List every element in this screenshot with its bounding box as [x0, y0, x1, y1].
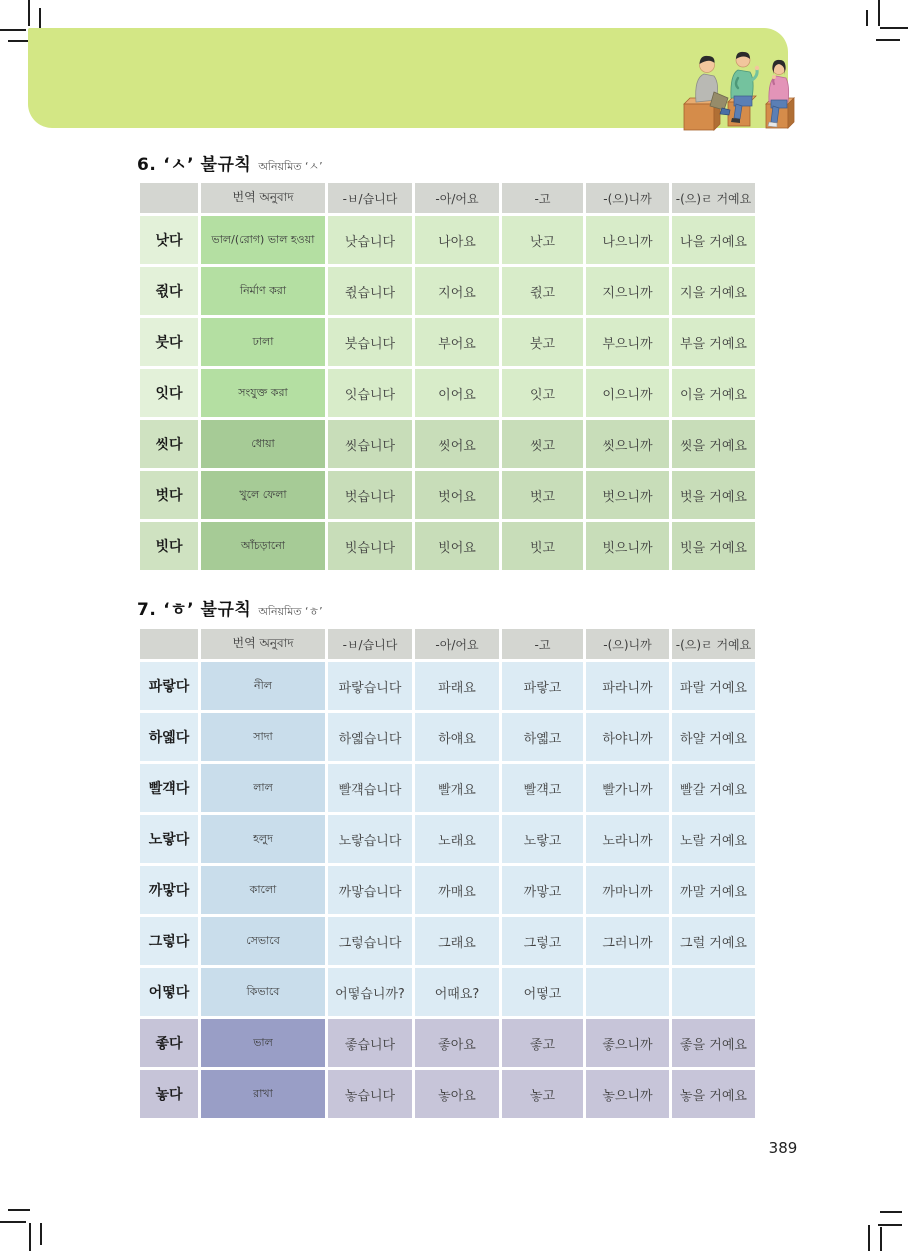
form-eulgeoyeyo-cell: 빨갈 거예요: [672, 764, 755, 812]
section6-number: 6.: [137, 155, 157, 175]
conjugation-row: [140, 815, 755, 863]
verb-cell: 파랗다: [140, 662, 198, 710]
form-ayeoyo-cell: 씻어요: [415, 420, 499, 468]
form-sumnida-cell: 붓습니다: [328, 318, 412, 366]
form-ayeoyo-cell: 좋아요: [415, 1019, 499, 1067]
crop-mark: [868, 1225, 870, 1251]
form-ayeoyo-cell: 놓아요: [415, 1070, 499, 1118]
conjugation-row: [140, 522, 755, 570]
form-sumnida-cell: 씻습니다: [328, 420, 412, 468]
verb-cell: 빨걕다: [140, 764, 198, 812]
conjugation-row: [140, 1019, 755, 1067]
section7-number: 7.: [137, 600, 157, 620]
verb-cell: 붓다: [140, 318, 198, 366]
form-eunikka-cell: 까마니까: [586, 866, 669, 914]
form-ayeoyo-cell: 지어요: [415, 267, 499, 315]
translation-cell: সেভাবে: [201, 917, 325, 965]
form-sumnida-cell: 파랗습니다: [328, 662, 412, 710]
page-number: 389: [768, 1139, 798, 1157]
verb-cell: 좋다: [140, 1019, 198, 1067]
translation-cell: কালো: [201, 866, 325, 914]
crop-mark: [878, 1224, 902, 1226]
section7-title-korean: ‘ㅎ’ 불규칙: [163, 600, 252, 620]
form-eulgeoyeyo-cell: 부을 거예요: [672, 318, 755, 366]
translation-cell: হলুদ: [201, 815, 325, 863]
conjugation-row: [140, 267, 755, 315]
verb-cell: 하옓다: [140, 713, 198, 761]
verb-cell: 빗다: [140, 522, 198, 570]
translation-cell: রাখা: [201, 1070, 325, 1118]
crop-mark: [880, 27, 908, 29]
form-sumnida-cell: 노랗습니다: [328, 815, 412, 863]
header-ayeoyo: -아/어요: [415, 183, 499, 213]
crop-mark: [40, 1223, 42, 1245]
crop-mark: [880, 1227, 882, 1251]
header-sumnida: -ㅂ/습니다: [328, 629, 412, 659]
translation-cell: ভাল/(রোগ) ভাল হওয়া: [201, 216, 325, 264]
form-eulgeoyeyo-cell: 지을 거예요: [672, 267, 755, 315]
form-eunikka-cell: 좋으니까: [586, 1019, 669, 1067]
form-go-cell: 빗고: [502, 522, 583, 570]
verb-cell: 노랗다: [140, 815, 198, 863]
form-go-cell: 까맣고: [502, 866, 583, 914]
header-empty-cell: [140, 629, 198, 659]
form-go-cell: 노랗고: [502, 815, 583, 863]
header-eulgeoyeyo: -(으)ㄹ 거예요: [672, 629, 755, 659]
h-irregular-table: [137, 626, 758, 1121]
conjugation-row: [140, 713, 755, 761]
form-ayeoyo-cell: 벗어요: [415, 471, 499, 519]
translation-cell: ধোয়া: [201, 420, 325, 468]
verb-cell: 그렇다: [140, 917, 198, 965]
form-go-cell: 그렇고: [502, 917, 583, 965]
form-go-cell: 잇고: [502, 369, 583, 417]
form-go-cell: 빨걕고: [502, 764, 583, 812]
table7-header-row: [140, 629, 755, 659]
form-sumnida-cell: 좋습니다: [328, 1019, 412, 1067]
translation-cell: কিভাবে: [201, 968, 325, 1016]
form-sumnida-cell: 까맣습니다: [328, 866, 412, 914]
conjugation-row: [140, 1070, 755, 1118]
form-sumnida-cell: 벗습니다: [328, 471, 412, 519]
form-sumnida-cell: 하옓습니다: [328, 713, 412, 761]
crop-mark: [0, 1221, 26, 1223]
form-sumnida-cell: 어떻습니까?: [328, 968, 412, 1016]
form-sumnida-cell: 쥓습니다: [328, 267, 412, 315]
form-go-cell: 하옓고: [502, 713, 583, 761]
form-eulgeoyeyo-cell: 파랄 거예요: [672, 662, 755, 710]
crop-mark: [39, 8, 41, 28]
translation-cell: নীল: [201, 662, 325, 710]
translation-cell: সাদা: [201, 713, 325, 761]
crop-mark: [29, 1223, 31, 1251]
form-eulgeoyeyo-cell: 하얄 거예요: [672, 713, 755, 761]
form-sumnida-cell: 빨걕습니다: [328, 764, 412, 812]
s-irregular-table: [137, 180, 758, 573]
table6-header-row: [140, 183, 755, 213]
translation-cell: খুলে ফেলা: [201, 471, 325, 519]
header-translation: 번역 অনুবাদ: [201, 629, 325, 659]
form-ayeoyo-cell: 노래요: [415, 815, 499, 863]
conjugation-row: [140, 420, 755, 468]
verb-cell: 까맣다: [140, 866, 198, 914]
crop-mark: [876, 39, 900, 41]
translation-cell: ভাল: [201, 1019, 325, 1067]
form-eulgeoyeyo-cell: 벗을 거예요: [672, 471, 755, 519]
form-eulgeoyeyo-cell: 나을 거예요: [672, 216, 755, 264]
form-eunikka-cell: 씻으니까: [586, 420, 669, 468]
crop-mark: [0, 29, 26, 31]
form-eulgeoyeyo-cell: 좋을 거예요: [672, 1019, 755, 1067]
form-eunikka-cell: 이으니까: [586, 369, 669, 417]
conjugation-row: [140, 318, 755, 366]
crop-mark: [878, 0, 880, 26]
form-eunikka-cell: 놓으니까: [586, 1070, 669, 1118]
form-go-cell: 놓고: [502, 1070, 583, 1118]
form-eunikka-cell: 빨가니까: [586, 764, 669, 812]
conjugation-row: [140, 917, 755, 965]
conjugation-row: [140, 764, 755, 812]
form-eulgeoyeyo-cell: 노랄 거예요: [672, 815, 755, 863]
form-eunikka-cell: 하야니까: [586, 713, 669, 761]
form-ayeoyo-cell: 부어요: [415, 318, 499, 366]
form-eulgeoyeyo-cell: 까말 거예요: [672, 866, 755, 914]
section6-title: [137, 150, 323, 177]
form-go-cell: 쥓고: [502, 267, 583, 315]
form-go-cell: 벗고: [502, 471, 583, 519]
form-eunikka-cell: 나으니까: [586, 216, 669, 264]
form-go-cell: 좋고: [502, 1019, 583, 1067]
translation-cell: আঁচড়ানো: [201, 522, 325, 570]
header-empty-cell: [140, 183, 198, 213]
verb-cell: 벗다: [140, 471, 198, 519]
form-go-cell: 씻고: [502, 420, 583, 468]
conjugation-row: [140, 369, 755, 417]
form-go-cell: 낫고: [502, 216, 583, 264]
verb-cell: 어떻다: [140, 968, 198, 1016]
translation-cell: সংযুক্ত করা: [201, 369, 325, 417]
crop-mark: [8, 1209, 30, 1211]
conjugation-row: [140, 968, 755, 1016]
header-sumnida: -ㅂ/습니다: [328, 183, 412, 213]
form-ayeoyo-cell: 이어요: [415, 369, 499, 417]
verb-cell: 씻다: [140, 420, 198, 468]
header-eulgeoyeyo: -(으)ㄹ 거예요: [672, 183, 755, 213]
form-go-cell: 어떻고: [502, 968, 583, 1016]
verb-cell: 놓다: [140, 1070, 198, 1118]
conjugation-row: [140, 216, 755, 264]
conjugation-row: [140, 866, 755, 914]
form-eulgeoyeyo-cell: 놓을 거예요: [672, 1070, 755, 1118]
form-eulgeoyeyo-cell: 이을 거예요: [672, 369, 755, 417]
section7-title-bengali: অনিয়মিত ‘ㅎ’: [258, 605, 323, 618]
form-eulgeoyeyo-cell: 씻을 거예요: [672, 420, 755, 468]
translation-cell: ঢালা: [201, 318, 325, 366]
conjugation-row: [140, 662, 755, 710]
conjugation-row: [140, 471, 755, 519]
form-ayeoyo-cell: 그래요: [415, 917, 499, 965]
form-eunikka-cell: 그러니까: [586, 917, 669, 965]
header-eunikka: -(으)니까: [586, 183, 669, 213]
section6-title-bengali: অনিয়মিত ‘ㅅ’: [258, 160, 323, 173]
chapter-header-banner: [28, 28, 788, 128]
form-eunikka-cell: 벗으니까: [586, 471, 669, 519]
form-ayeoyo-cell: 파래요: [415, 662, 499, 710]
section6-title-korean: ‘ㅅ’ 불규칙: [163, 155, 252, 175]
form-eulgeoyeyo-cell: 그럴 거예요: [672, 917, 755, 965]
form-eunikka-cell: 부으니까: [586, 318, 669, 366]
form-eunikka-cell: 지으니까: [586, 267, 669, 315]
header-ayeoyo: -아/어요: [415, 629, 499, 659]
crop-mark: [28, 0, 30, 26]
form-sumnida-cell: 잇습니다: [328, 369, 412, 417]
header-go: -고: [502, 629, 583, 659]
form-ayeoyo-cell: 나아요: [415, 216, 499, 264]
form-eunikka-cell: 빗으니까: [586, 522, 669, 570]
header-go: -고: [502, 183, 583, 213]
verb-cell: 낫다: [140, 216, 198, 264]
form-ayeoyo-cell: 까매요: [415, 866, 499, 914]
verb-cell: 잇다: [140, 369, 198, 417]
form-ayeoyo-cell: 빨개요: [415, 764, 499, 812]
form-ayeoyo-cell: 빗어요: [415, 522, 499, 570]
form-eunikka-cell: 파라니까: [586, 662, 669, 710]
section7-title: [137, 595, 323, 622]
form-sumnida-cell: 그렇습니다: [328, 917, 412, 965]
header-translation: 번역 অনুবাদ: [201, 183, 325, 213]
crop-mark: [8, 40, 28, 42]
form-ayeoyo-cell: 하얘요: [415, 713, 499, 761]
form-sumnida-cell: 낫습니다: [328, 216, 412, 264]
form-eunikka-cell: 노라니까: [586, 815, 669, 863]
form-ayeoyo-cell: 어때요?: [415, 968, 499, 1016]
form-go-cell: 파랗고: [502, 662, 583, 710]
form-go-cell: 붓고: [502, 318, 583, 366]
form-eunikka-cell: [586, 968, 669, 1016]
three-people-sitting-illustration-icon: [676, 44, 796, 136]
translation-cell: নির্মাণ করা: [201, 267, 325, 315]
verb-cell: 쥓다: [140, 267, 198, 315]
crop-mark: [866, 10, 868, 26]
form-eulgeoyeyo-cell: [672, 968, 755, 1016]
form-sumnida-cell: 빗습니다: [328, 522, 412, 570]
form-eulgeoyeyo-cell: 빗을 거예요: [672, 522, 755, 570]
translation-cell: লাল: [201, 764, 325, 812]
form-sumnida-cell: 놓습니다: [328, 1070, 412, 1118]
crop-mark: [880, 1211, 902, 1213]
header-eunikka: -(으)니까: [586, 629, 669, 659]
